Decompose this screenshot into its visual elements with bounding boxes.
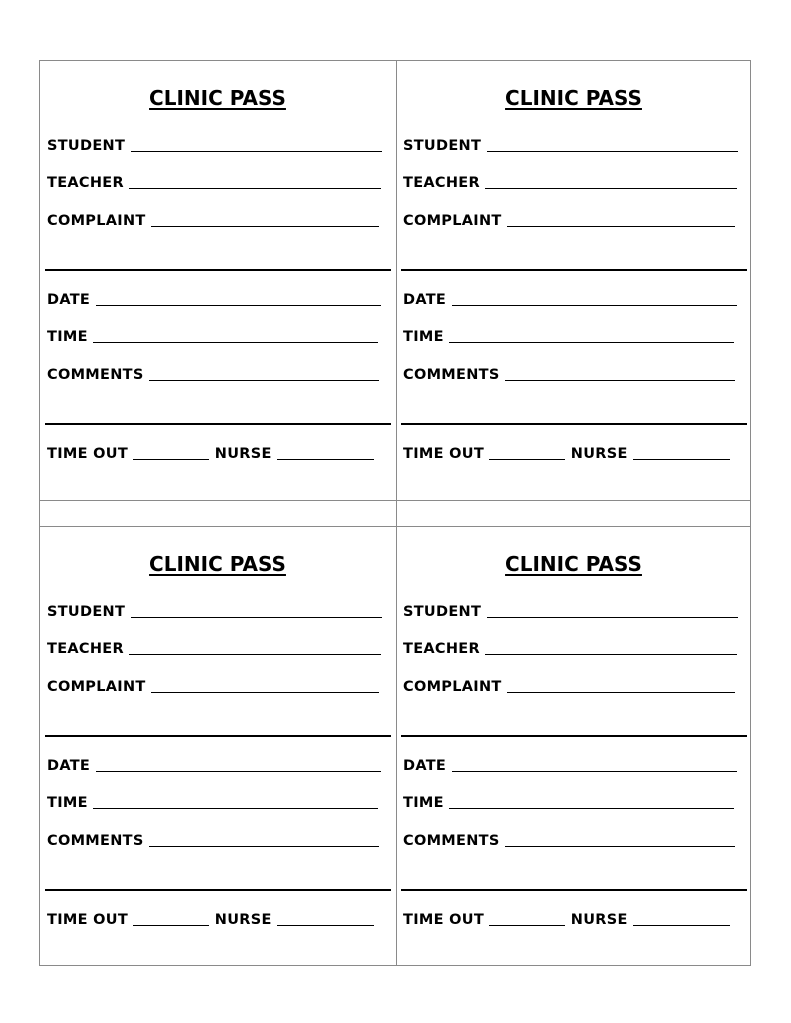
pass-title: CLINIC PASS <box>149 552 286 576</box>
student-label: STUDENT <box>47 138 126 154</box>
teacher-blank[interactable] <box>485 176 737 189</box>
comments-line[interactable] <box>45 423 391 425</box>
time-out-blank[interactable] <box>489 913 565 926</box>
comments-blank[interactable] <box>505 368 735 381</box>
time-label: TIME <box>47 329 88 345</box>
comments-field <box>403 367 735 383</box>
time-blank[interactable] <box>93 796 378 809</box>
time-field <box>403 795 734 811</box>
time-out-label: TIME OUT <box>403 446 485 462</box>
comments-field <box>47 367 379 383</box>
nurse-blank[interactable] <box>277 447 374 460</box>
teacher-field <box>403 175 737 191</box>
complaint-line[interactable] <box>45 269 391 271</box>
pass-title: CLINIC PASS <box>505 86 642 110</box>
time-out-nurse-field <box>47 446 374 462</box>
complaint-field <box>47 679 379 695</box>
comments-line[interactable] <box>45 889 391 891</box>
teacher-blank[interactable] <box>485 642 737 655</box>
pass-title: CLINIC PASS <box>505 552 642 576</box>
student-blank[interactable] <box>131 139 382 152</box>
complaint-line[interactable] <box>401 735 747 737</box>
date-field <box>47 292 381 308</box>
comments-line[interactable] <box>401 423 747 425</box>
complaint-field <box>403 213 735 229</box>
teacher-blank[interactable] <box>129 176 381 189</box>
complaint-label: COMPLAINT <box>47 679 146 695</box>
time-blank[interactable] <box>449 330 734 343</box>
pass-title: CLINIC PASS <box>149 86 286 110</box>
date-label: DATE <box>47 292 91 308</box>
student-label: STUDENT <box>403 138 482 154</box>
nurse-label: NURSE <box>214 446 272 462</box>
comments-label: COMMENTS <box>403 367 500 383</box>
complaint-blank[interactable] <box>507 214 735 227</box>
time-out-label: TIME OUT <box>47 912 129 928</box>
student-blank[interactable] <box>487 139 738 152</box>
comments-blank[interactable] <box>505 834 735 847</box>
comments-field <box>403 833 735 849</box>
date-field <box>403 292 737 308</box>
date-field <box>403 758 737 774</box>
time-out-nurse-field <box>47 912 374 928</box>
date-field <box>47 758 381 774</box>
teacher-label: TEACHER <box>47 641 124 657</box>
teacher-label: TEACHER <box>403 641 480 657</box>
student-blank[interactable] <box>131 605 382 618</box>
nurse-label: NURSE <box>570 446 628 462</box>
time-out-label: TIME OUT <box>403 912 485 928</box>
student-label: STUDENT <box>47 604 126 620</box>
date-blank[interactable] <box>96 293 381 306</box>
date-label: DATE <box>403 758 447 774</box>
student-blank[interactable] <box>487 605 738 618</box>
time-label: TIME <box>47 795 88 811</box>
complaint-label: COMPLAINT <box>47 213 146 229</box>
student-field <box>47 138 382 154</box>
date-blank[interactable] <box>452 759 737 772</box>
nurse-label: NURSE <box>570 912 628 928</box>
comments-line[interactable] <box>401 889 747 891</box>
time-blank[interactable] <box>93 330 378 343</box>
time-field <box>403 329 734 345</box>
comments-blank[interactable] <box>149 834 379 847</box>
time-out-blank[interactable] <box>489 447 565 460</box>
time-field <box>47 795 378 811</box>
student-field <box>403 138 738 154</box>
complaint-blank[interactable] <box>151 680 379 693</box>
complaint-blank[interactable] <box>151 214 379 227</box>
time-out-label: TIME OUT <box>47 446 129 462</box>
complaint-label: COMPLAINT <box>403 679 502 695</box>
clinic-pass <box>40 527 395 967</box>
student-field <box>403 604 738 620</box>
complaint-line[interactable] <box>45 735 391 737</box>
comments-label: COMMENTS <box>47 833 144 849</box>
time-out-nurse-field <box>403 446 730 462</box>
complaint-line[interactable] <box>401 269 747 271</box>
comments-blank[interactable] <box>149 368 379 381</box>
student-field <box>47 604 382 620</box>
complaint-blank[interactable] <box>507 680 735 693</box>
comments-field <box>47 833 379 849</box>
student-label: STUDENT <box>403 604 482 620</box>
complaint-field <box>47 213 379 229</box>
clinic-pass <box>40 61 395 501</box>
teacher-label: TEACHER <box>403 175 480 191</box>
complaint-label: COMPLAINT <box>403 213 502 229</box>
teacher-field <box>47 641 381 657</box>
nurse-blank[interactable] <box>633 913 730 926</box>
comments-label: COMMENTS <box>403 833 500 849</box>
time-out-blank[interactable] <box>133 913 209 926</box>
clinic-pass-sheet <box>39 60 751 966</box>
time-field <box>47 329 378 345</box>
date-label: DATE <box>47 758 91 774</box>
time-label: TIME <box>403 329 444 345</box>
time-out-blank[interactable] <box>133 447 209 460</box>
teacher-field <box>403 641 737 657</box>
nurse-blank[interactable] <box>633 447 730 460</box>
date-blank[interactable] <box>452 293 737 306</box>
date-label: DATE <box>403 292 447 308</box>
date-blank[interactable] <box>96 759 381 772</box>
nurse-blank[interactable] <box>277 913 374 926</box>
time-label: TIME <box>403 795 444 811</box>
time-out-nurse-field <box>403 912 730 928</box>
time-blank[interactable] <box>449 796 734 809</box>
clinic-pass <box>396 61 751 501</box>
clinic-pass <box>396 527 751 967</box>
teacher-field <box>47 175 381 191</box>
complaint-field <box>403 679 735 695</box>
teacher-label: TEACHER <box>47 175 124 191</box>
nurse-label: NURSE <box>214 912 272 928</box>
teacher-blank[interactable] <box>129 642 381 655</box>
comments-label: COMMENTS <box>47 367 144 383</box>
